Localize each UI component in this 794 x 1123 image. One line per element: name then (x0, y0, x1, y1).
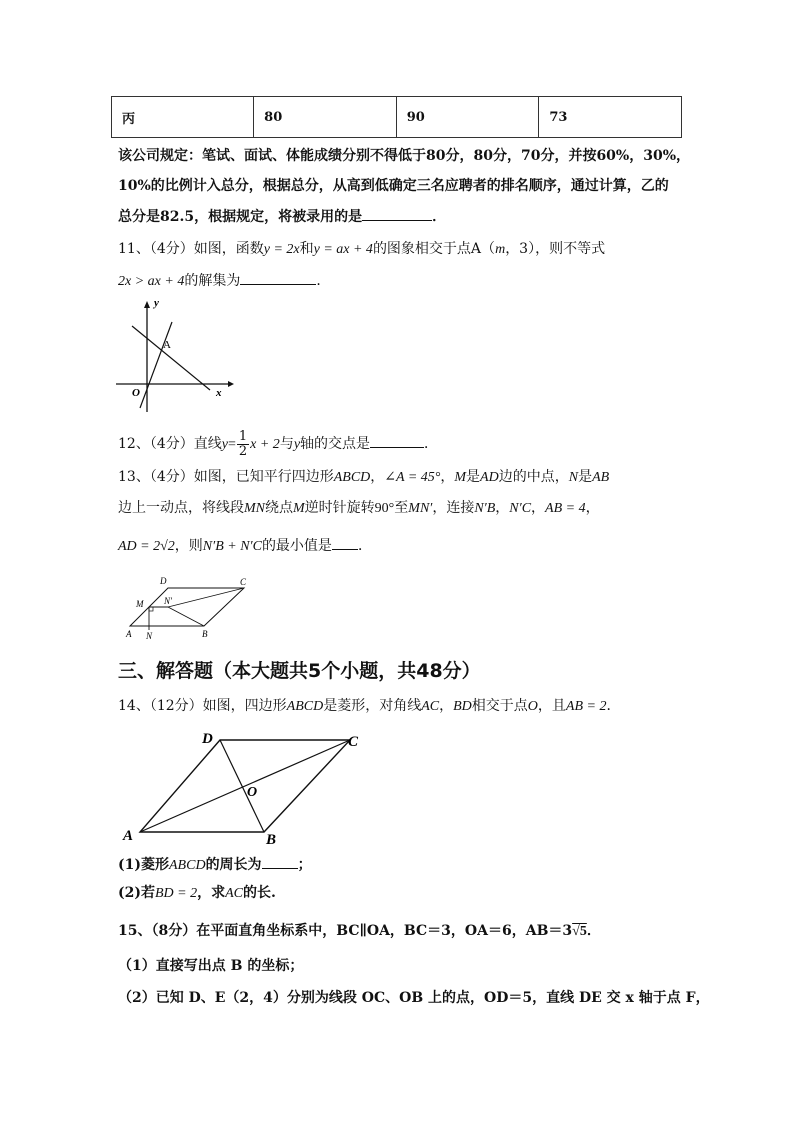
q14-text: 的长. (243, 885, 276, 901)
q12-end: ． (424, 436, 439, 452)
q13-text: 至 (394, 500, 409, 516)
q13-text: ， (585, 500, 600, 516)
q15-text: ． (586, 923, 601, 939)
q13-text: ， (531, 500, 546, 516)
fraction-denominator: 2 (238, 443, 248, 459)
q13-text: 是 (578, 469, 593, 485)
math-ac: AC (225, 886, 243, 901)
math-ad: AD (480, 470, 499, 485)
x-axis-label: x (216, 387, 222, 399)
q11-sol: 的解集为 (184, 273, 241, 289)
math-ac: AC (421, 699, 440, 714)
q13-text: ，则 (174, 538, 203, 554)
q14-sub-label: (1)菱形 (118, 857, 169, 873)
formula-y-ax4: y = ax + 4 (313, 242, 373, 257)
label-n-prime: N′ (164, 596, 172, 606)
math-mn: MN (244, 501, 265, 516)
math-abcd: ABCD (169, 858, 206, 873)
q14-text: ； (297, 857, 312, 873)
math-m: M (454, 470, 467, 485)
q11-end: ． (316, 273, 331, 289)
q11-line-2 (118, 270, 330, 292)
answer-blank (332, 535, 358, 550)
math-ab: AB (592, 470, 610, 485)
q13-text: 是 (466, 469, 481, 485)
q14-line-1 (118, 696, 620, 717)
answer-blank (262, 854, 298, 869)
q13-text: 逆时针旋转 (304, 500, 375, 516)
q14-sub-label: (2)若 (118, 885, 155, 901)
q15-text: 15、（8分）在平面直角坐标系中，BC∥OA，BC＝3，OA＝6，AB＝3 (118, 923, 573, 939)
label-a: A (126, 629, 132, 639)
math-expression: N′B + N′C (202, 539, 262, 554)
math-ab-2: AB = 2 (565, 699, 607, 714)
q11-mid: 的图象相交于点A（ (372, 241, 496, 257)
math-abcd: ABCD (286, 699, 324, 714)
math-n: N (568, 470, 579, 485)
q13-text: ，连接 (432, 500, 475, 516)
segment-npc (168, 588, 244, 607)
math-abcd: ABCD (333, 470, 371, 485)
y-axis-symbol: y (293, 437, 301, 452)
label-m: M (136, 599, 144, 609)
y-axis-arrow (144, 301, 150, 308)
q14-rhombus-figure (118, 726, 368, 848)
table-cell: 80 (254, 97, 397, 138)
fraction-numerator: 1 (238, 428, 248, 444)
q14-text: ． (606, 698, 621, 714)
math-npc: N′C (509, 501, 532, 516)
q11-tail: ，3），则不等式 (505, 241, 606, 257)
x-axis-arrow (228, 381, 234, 387)
q11-and: 和 (299, 241, 314, 257)
q13-line-3 (118, 535, 372, 557)
q10-end: ． (432, 209, 447, 225)
q11-number: 11、（4分）如图，函数 (118, 241, 264, 257)
q12-line (118, 429, 438, 460)
var-y: y (221, 437, 228, 452)
q14-text: 14、（12分）如图，四边形 (118, 698, 287, 714)
var-m: m (495, 242, 506, 257)
math-bd: BD (453, 699, 472, 714)
q14-text: ， (439, 698, 454, 714)
q11-graph (114, 298, 234, 414)
point-a-label: A (163, 339, 171, 351)
q15-sub-2: （2）已知 D、E（2，4）分别为线段 OC、OB 上的点，OD＝5，直线 DE 交 x 轴于点 F， (118, 990, 710, 1006)
q13-text: ， (370, 469, 385, 485)
score-table (111, 96, 682, 138)
line-y-ax4 (132, 326, 210, 390)
math-npb: N′B (474, 501, 496, 516)
y-axis-label: y (154, 298, 159, 309)
inequality: 2x > ax + 4 (118, 274, 185, 289)
label-c: C (348, 734, 359, 750)
formula-y-2x: y = 2x (263, 242, 300, 257)
math-m: M (293, 501, 305, 516)
math-angle: ∠A = 45° (384, 470, 441, 485)
table-row (112, 97, 682, 138)
label-n: N (146, 631, 153, 641)
diagonal-ac (140, 740, 350, 832)
q14-text: ，且 (537, 698, 566, 714)
section-heading: 三、解答题（本大题共5个小题，共48分） (118, 660, 481, 682)
q13-text: ， (495, 500, 510, 516)
q10-line-1: 该公司规定：笔试、面试、体能成绩分别不得低于80分，80分，70分，并按60%，30%， (118, 148, 691, 164)
label-d: D (202, 731, 213, 747)
table-cell: 73 (539, 97, 682, 138)
label-a: A (123, 828, 134, 844)
q13-text: 边的中点， (498, 469, 569, 485)
q14-text: 相交于点 (471, 698, 528, 714)
math-ad-value: AD = 2√2 (118, 539, 175, 554)
math-mn-prime: MN′ (408, 501, 433, 516)
q14-text: ，求 (197, 885, 226, 901)
math-sqrt5: √5 (572, 924, 587, 939)
fraction-one-half (237, 430, 249, 459)
q13-text: 13、（4分）如图，已知平行四边形 (118, 469, 334, 485)
answer-blank (362, 206, 432, 221)
math-o: O (527, 699, 538, 714)
formula-rest: x + 2 (250, 437, 280, 452)
table-cell: 90 (396, 97, 539, 138)
q14-sub-1 (118, 854, 312, 876)
math-ab-4: AB = 4 (545, 501, 586, 516)
q13-text: ， (440, 469, 455, 485)
q13-line-1 (118, 467, 609, 488)
parallelogram (130, 588, 244, 626)
diagonal-bd (220, 740, 264, 832)
equals-sign: = (227, 437, 236, 452)
q14-text: 是菱形，对角线 (323, 698, 422, 714)
segment-npb (168, 607, 204, 626)
q15-sub-1: （1）直接写出点 B 的坐标； (118, 958, 304, 974)
q13-text: 绕点 (265, 500, 293, 516)
q10-text: 总分是82.5，根据规定，将被录用的是 (118, 209, 363, 225)
math-90deg: 90° (374, 501, 395, 516)
label-b: B (266, 832, 277, 848)
q13-parallelogram-figure (120, 574, 256, 644)
label-b: B (202, 629, 208, 639)
q13-end: ． (357, 538, 372, 554)
q14-sub-2 (118, 883, 276, 904)
label-c: C (240, 577, 247, 587)
q13-text: 边上一动点，将线段 (118, 500, 244, 516)
q13-line-2 (118, 498, 600, 519)
line-y-2x (140, 322, 172, 408)
right-angle-mark (149, 607, 153, 611)
q10-line-2: 10%的比例计入总分，根据总分，从高到低确定三名应聘者的排名顺序，通过计算，乙的 (118, 178, 669, 194)
q15-line-1 (118, 921, 601, 942)
label-o: O (247, 785, 258, 800)
q12-tail: 轴的交点是 (300, 436, 371, 452)
q13-text: 的最小值是 (261, 538, 332, 554)
table-cell: 丙 (112, 97, 254, 138)
q12-with: 与 (279, 436, 294, 452)
q11-line-1 (118, 239, 605, 260)
q12-number: 12、（4分）直线 (118, 436, 222, 452)
answer-blank (370, 433, 424, 448)
q10-line-3 (118, 206, 446, 227)
origin-label: O (132, 387, 140, 399)
math-bd-2: BD = 2 (155, 886, 198, 901)
answer-blank (240, 270, 316, 285)
label-d: D (160, 576, 167, 586)
q14-text: 的周长为 (205, 857, 262, 873)
